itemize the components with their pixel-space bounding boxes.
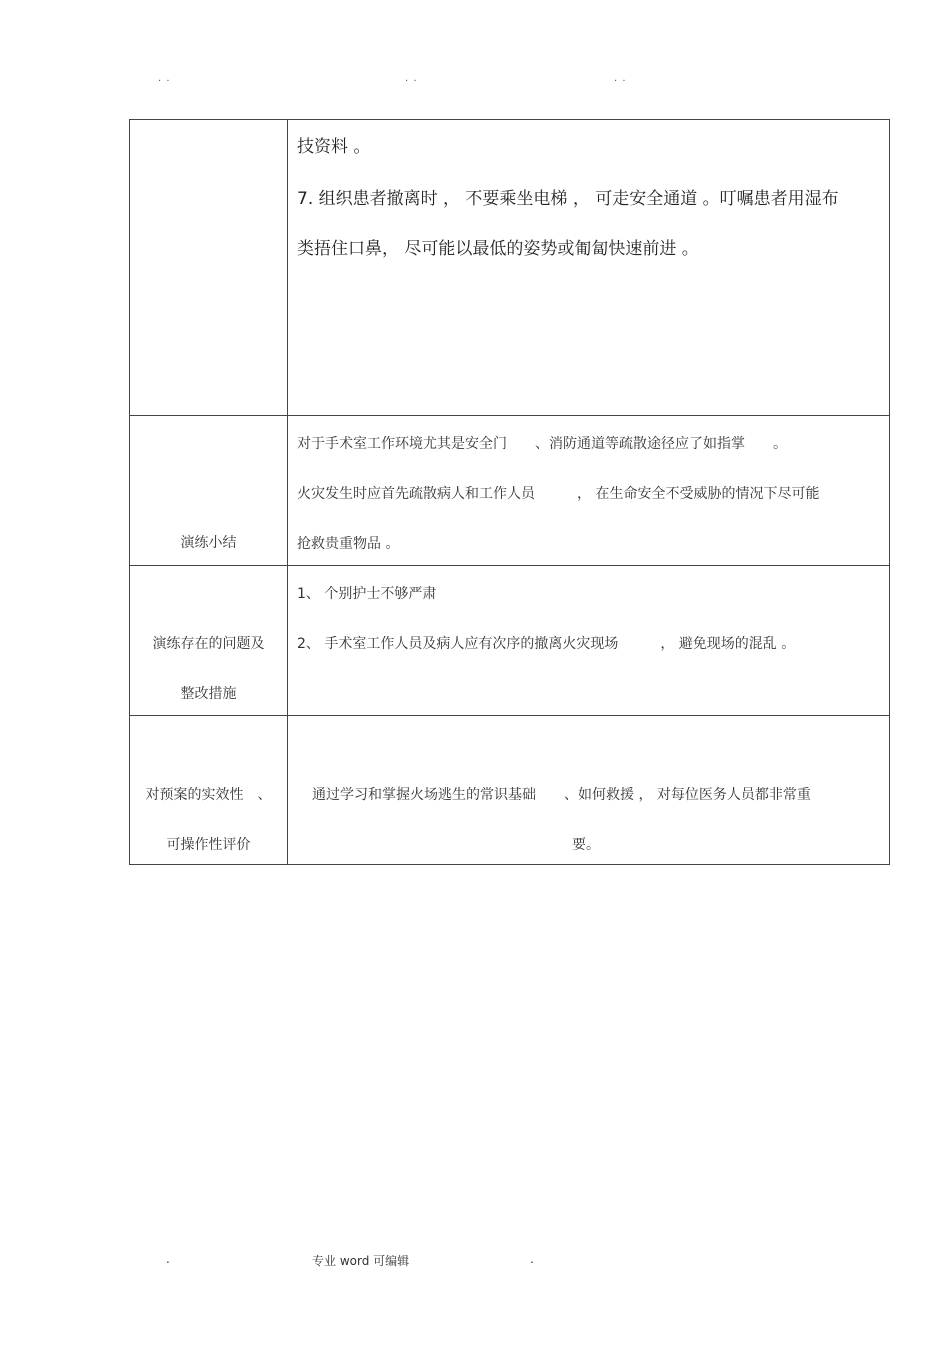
row2-line-2: 火灾发生时应首先疏散病人和工作人员 ， 在生命安全不受威胁的情况下尽可能 [297, 486, 820, 502]
table-row-summary [130, 416, 890, 566]
row1-line-1: 技资料 。 [297, 137, 371, 157]
row3-content-cell [288, 566, 890, 716]
row4-line-2: 要。 [572, 837, 600, 853]
row2-label: 演练小结 [180, 535, 237, 551]
row1-line-3: 类捂住口鼻， 尽可能以最低的姿势或匍匐快速前进 。 [297, 239, 699, 259]
header-mark-right: · · [614, 76, 627, 87]
row2-label-cell [130, 416, 288, 566]
drill-record-table [129, 119, 890, 865]
row3-label-cell [130, 566, 288, 716]
row2-line-1: 对于手术室工作环境尤其是安全门 、消防通道等疏散途径应了如指掌 。 [297, 436, 787, 452]
table-row-procedure [130, 120, 890, 416]
row4-label-line-1: 对预案的实效性 、 [145, 787, 272, 803]
table-row-evaluation [130, 716, 890, 865]
row4-line-1: 通过学习和掌握火场逃生的常识基础 、如何救援 ， 对每位医务人员都非常重 [312, 787, 811, 803]
footer-dot-left: . [166, 1252, 170, 1266]
row3-line-1: 1、 个别护士不够严肃 [297, 586, 437, 602]
table-row-problems [130, 566, 890, 716]
row4-label-line-2: 可操作性评价 [166, 837, 251, 853]
row3-label-line-1: 演练存在的问题及 [152, 636, 265, 652]
row1-line-2: 7. 组织患者撤离时 ， 不要乘坐电梯 ， 可走安全通道 。叮嘱患者用湿布 [297, 189, 839, 209]
row4-label-cell [130, 716, 288, 865]
row4-content-cell [288, 716, 890, 865]
footer-dot-right: . [530, 1252, 534, 1266]
row1-content-cell [288, 120, 890, 416]
row3-label-line-2: 整改措施 [180, 686, 237, 702]
header-mark-left: · · [158, 76, 171, 87]
row1-label-cell [130, 120, 288, 416]
row2-line-3: 抢救贵重物品 。 [297, 536, 400, 552]
row2-content-cell [288, 416, 890, 566]
header-mark-center: · · [405, 76, 418, 87]
row3-line-2: 2、 手术室工作人员及病人应有次序的撤离火灾现场 ， 避免现场的混乱 。 [297, 636, 796, 652]
footer-label: 专业 word 可编辑 [312, 1254, 410, 1268]
